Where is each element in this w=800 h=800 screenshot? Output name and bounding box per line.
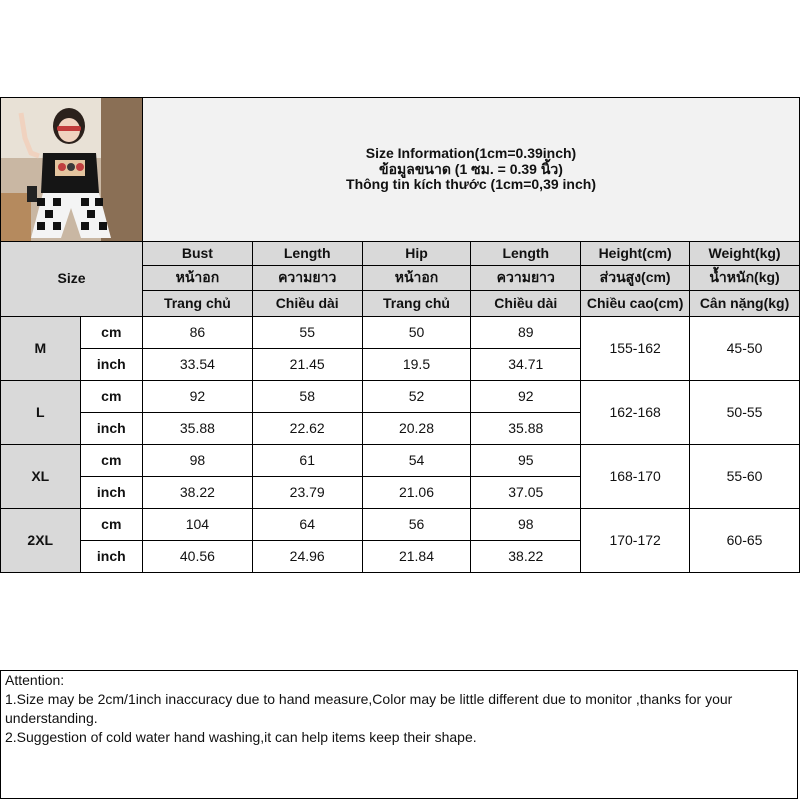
- size-chart: [0, 97, 800, 745]
- header-vi-2: Trang chủ: [362, 291, 471, 317]
- header-vi-5: Cân nặng(kg): [690, 291, 800, 317]
- unit-inch-cell: inch: [80, 413, 142, 445]
- header-th-0: หน้าอก: [143, 266, 253, 291]
- measure-cell: 61: [252, 445, 362, 477]
- header-th-4: ส่วนสูง(cm): [581, 266, 690, 291]
- measure-cell: 21.45: [252, 349, 362, 381]
- height-range-cell: 155-162: [581, 317, 690, 381]
- header-en-5: Weight(kg): [690, 242, 800, 266]
- measure-cell: 20.28: [362, 413, 471, 445]
- unit-inch-cell: inch: [80, 541, 142, 573]
- measure-cell: 40.56: [143, 541, 253, 573]
- attention-line-2: 2.Suggestion of cold water hand washing,it can help items keep their shape.: [5, 729, 477, 745]
- header-vi-1: Chiều dài: [252, 291, 362, 317]
- measure-cell: 64: [252, 509, 362, 541]
- size-name-cell: L: [1, 381, 81, 445]
- info-vietnamese: Thông tin kích thước (1cm=0,39 inch): [346, 176, 596, 193]
- measure-cell: 38.22: [471, 541, 581, 573]
- unit-cm-cell: cm: [80, 445, 142, 477]
- measure-cell: 92: [143, 381, 253, 413]
- size-table: [0, 97, 800, 573]
- measure-cell: 35.88: [143, 413, 253, 445]
- measure-cell: 21.84: [362, 541, 471, 573]
- weight-range-cell: 50-55: [690, 381, 800, 445]
- table-row: [1, 317, 800, 349]
- attention-line-1: 1.Size may be 2cm/1inch inaccuracy due to hand measure,Color may be little different due to monitor ,thanks for your understanding.: [5, 691, 733, 726]
- measure-cell: 58: [252, 381, 362, 413]
- weight-range-cell: 45-50: [690, 317, 800, 381]
- attention-title: Attention:: [5, 672, 65, 688]
- header-en-0: Bust: [143, 242, 253, 266]
- info-thai: ข้อมูลขนาด (1 ซม. = 0.39 นิ้ว): [379, 160, 563, 177]
- measure-cell: 56: [362, 509, 471, 541]
- unit-cm-cell: cm: [80, 381, 142, 413]
- measure-cell: 54: [362, 445, 471, 477]
- measure-cell: 50: [362, 317, 471, 349]
- header-en-4: Height(cm): [581, 242, 690, 266]
- table-row: [1, 381, 800, 413]
- header-th-5: น้ำหนัก(kg): [690, 266, 800, 291]
- header-th-2: หน้าอก: [362, 266, 471, 291]
- unit-cm-cell: cm: [80, 509, 142, 541]
- height-range-cell: 162-168: [581, 381, 690, 445]
- measure-cell: 89: [471, 317, 581, 349]
- header-vi-0: Trang chủ: [143, 291, 253, 317]
- unit-cm-cell: cm: [80, 317, 142, 349]
- size-name-cell: M: [1, 317, 81, 381]
- table-row: [1, 445, 800, 477]
- measure-cell: 23.79: [252, 477, 362, 509]
- header-vi-4: Chiều cao(cm): [581, 291, 690, 317]
- measure-cell: 98: [471, 509, 581, 541]
- size-name-cell: XL: [1, 445, 81, 509]
- measure-cell: 38.22: [143, 477, 253, 509]
- measure-cell: 19.5: [362, 349, 471, 381]
- header-en-3: Length: [471, 242, 581, 266]
- header-en-1: Length: [252, 242, 362, 266]
- size-information-header: [143, 98, 800, 242]
- table-row: [1, 509, 800, 541]
- size-name-cell: 2XL: [1, 509, 81, 573]
- height-range-cell: 168-170: [581, 445, 690, 509]
- measure-cell: 22.62: [252, 413, 362, 445]
- unit-inch-cell: inch: [80, 349, 142, 381]
- model-photo-icon: [1, 98, 142, 241]
- measure-cell: 21.06: [362, 477, 471, 509]
- measure-cell: 35.88: [471, 413, 581, 445]
- measure-cell: 55: [252, 317, 362, 349]
- measure-cell: 98: [143, 445, 253, 477]
- weight-range-cell: 55-60: [690, 445, 800, 509]
- unit-inch-cell: inch: [80, 477, 142, 509]
- header-vi-3: Chiều dài: [471, 291, 581, 317]
- measure-cell: 52: [362, 381, 471, 413]
- measure-cell: 37.05: [471, 477, 581, 509]
- measure-cell: 34.71: [471, 349, 581, 381]
- measure-cell: 92: [471, 381, 581, 413]
- measure-cell: 104: [143, 509, 253, 541]
- weight-range-cell: 60-65: [690, 509, 800, 573]
- header-en-2: Hip: [362, 242, 471, 266]
- info-english: Size Information(1cm=0.39inch): [365, 145, 577, 162]
- measure-cell: 24.96: [252, 541, 362, 573]
- size-label: Size: [1, 242, 143, 317]
- header-th-3: ความยาว: [471, 266, 581, 291]
- attention-box: [0, 670, 798, 799]
- height-range-cell: 170-172: [581, 509, 690, 573]
- measure-cell: 95: [471, 445, 581, 477]
- measure-cell: 86: [143, 317, 253, 349]
- measure-cell: 33.54: [143, 349, 253, 381]
- header-th-1: ความยาว: [252, 266, 362, 291]
- model-photo: [1, 98, 143, 242]
